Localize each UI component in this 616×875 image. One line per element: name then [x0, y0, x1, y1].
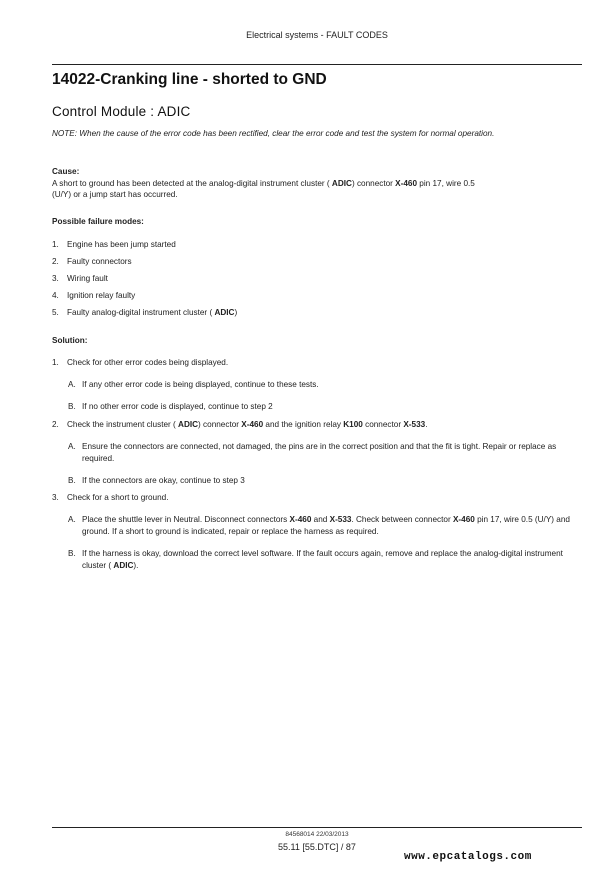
list-bold: ADIC: [178, 420, 199, 429]
cause-bold-connector: X-460: [395, 179, 418, 188]
list-bold: K100: [343, 420, 363, 429]
sub-bold: X-533: [329, 515, 352, 524]
cause-text: A short to ground has been detected at the analog-digital instrument cluster (: [52, 179, 332, 188]
sub-letter: A.: [68, 442, 76, 451]
list-number: 3.: [52, 493, 59, 502]
list-text: Faulty analog-digital instrument cluster (: [67, 308, 215, 317]
list-number: 2.: [52, 257, 59, 266]
list-text: Engine has been jump started: [67, 240, 176, 249]
cause-bold-adic: ADIC: [331, 179, 352, 188]
solution-step-1: [52, 357, 582, 368]
list-text: Check the instrument cluster (: [67, 420, 179, 429]
sub-letter: B.: [68, 476, 76, 485]
sub-text-part: Place the shuttle lever in Neutral. Disconnect connectors: [82, 515, 290, 524]
list-text: connector: [362, 420, 404, 429]
sub-letter: A.: [68, 515, 76, 524]
control-module-subtitle: Control Module : ADIC: [52, 104, 191, 119]
sub-text: [82, 548, 582, 571]
list-text: Ignition relay faulty: [67, 291, 136, 300]
sub-bold: X-460: [289, 515, 312, 524]
list-text: .: [425, 420, 428, 429]
list-bold: X-533: [403, 420, 426, 429]
sub-text-part: pin 17, wire 0.5 (U/Y) and ground. If a short to ground is indicated, repair or replace the harness as required.: [82, 515, 570, 536]
list-number: 1.: [52, 240, 59, 249]
solution-step-3b: [68, 548, 582, 571]
sub-text-part: . Check between connector: [351, 515, 453, 524]
list-number: 2.: [52, 420, 59, 429]
sub-letter: B.: [68, 402, 76, 411]
list-text: Check for a short to ground.: [67, 493, 169, 502]
page-title: 14022-Cranking line - shorted to GND: [52, 71, 327, 88]
solution-step-3a: [68, 514, 582, 537]
solution-step-2: [52, 419, 582, 430]
sub-bold: ADIC: [113, 560, 134, 570]
note-text: NOTE: When the cause of the error code has been rectified, clear the error code and test the system for normal operation.: [52, 129, 495, 138]
cause-text: (U/Y) or a jump start has occurred.: [52, 190, 178, 199]
solution-step-1a: [68, 379, 582, 391]
sub-text: [82, 514, 582, 537]
solution-step-1b: [68, 401, 582, 413]
sub-text-part: If the harness is okay, download the correct level software. If the fault occurs again, remove and replace the analog-digital instrument cluster (: [82, 549, 563, 570]
list-text: and the ignition relay: [263, 420, 344, 429]
solution-step-3: [52, 492, 582, 503]
list-item: [52, 239, 582, 250]
sub-letter: B.: [68, 549, 76, 558]
list-text: Faulty connectors: [67, 257, 132, 266]
sub-text: If any other error code is being displayed, continue to these tests.: [82, 380, 319, 389]
list-item: [52, 273, 582, 284]
footer-page-number: 55.11 [55.DTC] / 87: [278, 842, 356, 852]
footer-document-code: 84568014 22/03/2013: [285, 831, 349, 838]
watermark-url: www.epcatalogs.com: [404, 851, 532, 863]
cause-text: pin 17, wire 0.5: [417, 179, 475, 188]
sub-text: If the connectors are okay, continue to step 3: [82, 476, 245, 485]
cause-text: ) connector: [351, 179, 396, 188]
running-header: Electrical systems - FAULT CODES: [246, 30, 388, 40]
list-bold: ADIC: [214, 308, 235, 317]
list-number: 1.: [52, 358, 59, 367]
sub-letter: A.: [68, 380, 76, 389]
list-item: [52, 307, 582, 318]
sub-text: If no other error code is displayed, continue to step 2: [82, 402, 273, 411]
list-bold: X-460: [241, 420, 264, 429]
footer-rule: [52, 827, 582, 828]
list-number: 4.: [52, 291, 59, 300]
list-text: ) connector: [198, 420, 242, 429]
solution-step-2b: [68, 475, 582, 487]
solution-step-2a: [68, 441, 582, 464]
list-item: [52, 256, 582, 267]
sub-text-part: ).: [133, 560, 139, 570]
sub-text: Ensure the connectors are connected, not damaged, the pins are in the correct position and that the fit is tight. Repair or replace as required.: [82, 442, 557, 463]
sub-text-part: and: [311, 515, 330, 524]
cause-label: Cause:: [52, 167, 80, 176]
list-number: 3.: [52, 274, 59, 283]
list-item: [52, 290, 582, 301]
failure-modes-label: Possible failure modes:: [52, 217, 144, 226]
header-rule: [52, 64, 582, 65]
list-number: 5.: [52, 308, 59, 317]
solution-label: Solution:: [52, 336, 88, 345]
cause-paragraph: [52, 178, 582, 200]
list-text: ): [234, 308, 238, 317]
list-text: Wiring fault: [67, 274, 108, 283]
sub-bold: X-460: [452, 515, 475, 524]
list-text: Check for other error codes being displayed.: [67, 358, 229, 367]
